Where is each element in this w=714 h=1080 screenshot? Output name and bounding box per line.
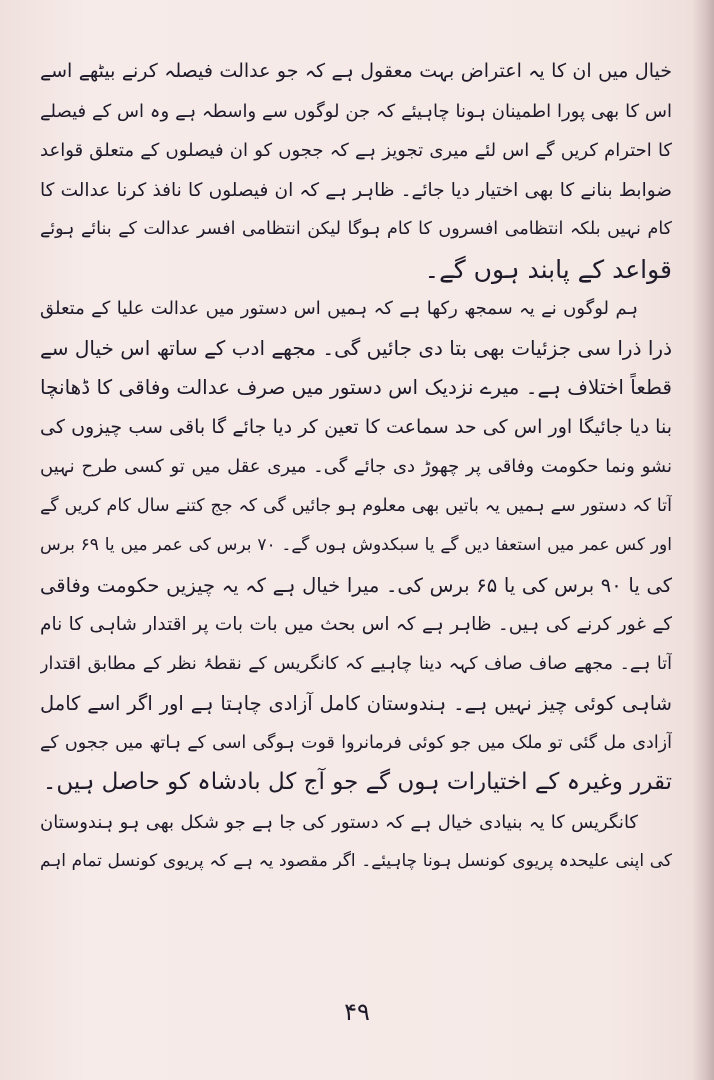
paragraph-3 [40,803,672,882]
text-line: قواعد کے پابند ہوں گے۔ [424,254,672,284]
text-line: آتا ہے۔ مجھے صاف صاف کہہ دینا چاہیے کہ کانگریس کے نقطۂ نظر کے مطابق اقتدار [40,653,672,674]
text-line: قطعاً اختلاف ہے۔ میرے نزدیک اس دستور میں صرف عدالت وفاقی کا ڈھانچا [40,375,672,399]
body-text [40,52,672,882]
page-number: ۴۹ [344,998,370,1026]
text-line: شاہی کوئی چیز نہیں ہے۔ ہندوستان کامل آزادی چاہتا ہے اور اگر اسے کامل [40,692,672,715]
text-line: کانگریس کا یہ بنیادی خیال ہے کہ دستور کی جا ہے جو شکل بھی ہو ہندوستان [40,811,638,833]
text-line: آتا کہ دستور سے ہمیں یہ باتیں بھی معلوم ہو جائیں گی کہ جج کتنے سال کام کریں گے [40,495,672,516]
text-line: آزادی مل گئی تو ملک میں جو کوئی فرمانروا قوت ہوگی اسی کے ہاتھ میں ججوں کے [40,732,672,753]
text-line: کی یا ۹۰ برس کی یا ۶۵ برس کی۔ میرا خیال ہے کہ یہ چیزیں حکومت وفاقی [40,573,672,597]
text-line: کام نہیں بلکہ انتظامی افسروں کا کام ہوگا لیکن انتظامی افسر عدالت کے بنائے ہوئے [40,219,672,239]
paragraph-2 [40,289,672,803]
text-line: اور کس عمر میں استعفا دیں گے یا سبکدوش ہوں گے۔ ۷۰ برس کی عمر میں یا ۶۹ برس [40,535,672,555]
text-line: کے غور کرنے کی ہیں۔ ظاہر ہے کہ اس بحث میں بات بات پر اقتدار شاہی کا نام [40,614,672,635]
text-line: ضوابط بنانے کا بھی اختیار دیا جائے۔ ظاہر ہے کہ ان فیصلوں کا نافذ کرنا عدالت کا [40,179,672,201]
page-spine-shadow [692,0,714,1080]
text-line: کی اپنی علیحدہ پریوی کونسل ہونا چاہیئے۔ اگر مقصود یہ ہے کہ پریوی کونسل تمام اہم [40,851,672,871]
text-line: بنا دیا جائیگا اور اس کی حد سماعت کا تعین کر دیا جائے گا باقی سب چیزوں کی [40,415,672,438]
text-line: اس کا بھی پورا اطمینان ہونا چاہیئے کہ جن لوگوں سے واسطہ ہے وہ اس کے فیصلے [40,100,672,122]
text-line: نشو ونما حکومت وفاقی پر چھوڑ دی جائے گی۔ میری عقل میں تو کسی طرح نہیں [40,456,672,477]
text-line: ذرا ذرا سی جزئیات بھی بتا دی جائیں گی۔ مجھے ادب کے ساتھ اس خیال سے [40,335,672,360]
text-line: کا احترام کریں گے اس لئے میری تجویز ہے کہ ججوں کو ان فیصلوں کے متعلق قواعد [40,140,672,161]
paragraph-1 [40,52,672,289]
text-line: خیال میں ان کا یہ اعتراض بہت معقول ہے کہ جو عدالت فیصلہ کرنے بیٹھے اسے [40,60,672,82]
text-line: ہم لوگوں نے یہ سمجھ رکھا ہے کہ ہمیں اس دستور میں عدالت علیا کے متعلق [40,298,638,319]
text-line: تقرر وغیرہ کے اختیارات ہوں گے جو آج کل بادشاہ کو حاصل ہیں۔ [42,769,672,795]
